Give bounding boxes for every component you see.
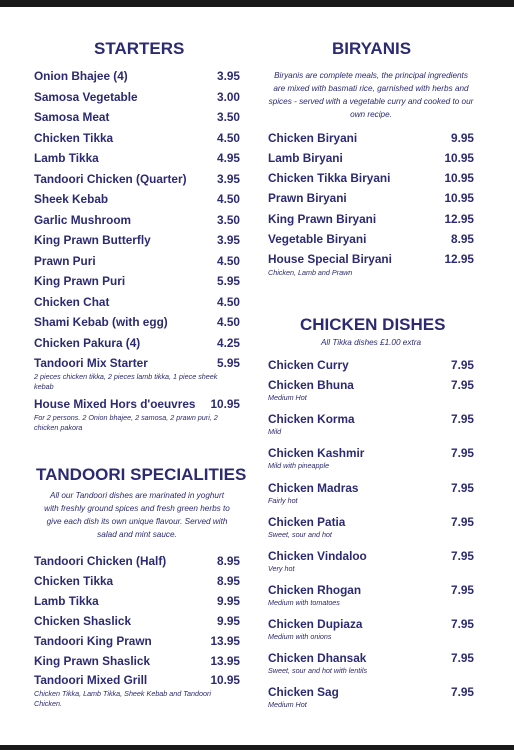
item-price: 4.95 <box>217 151 240 165</box>
item-description: Mild with pineapple <box>268 461 330 470</box>
item-description: Sweet, sour and hot with lentils <box>268 666 368 675</box>
item-price: 7.95 <box>451 651 474 665</box>
item-name: Garlic Mushroom <box>34 213 132 227</box>
item-price: 7.95 <box>451 378 474 392</box>
item-name: King Prawn Puri <box>34 274 126 288</box>
chicken-title: CHICKEN DISHES <box>300 315 446 334</box>
item-price: 3.50 <box>217 110 240 124</box>
menu-item <box>34 594 240 612</box>
item-description: Fairly hot <box>268 496 298 505</box>
item-price: 4.50 <box>217 192 240 206</box>
item-price: 9.95 <box>217 594 240 608</box>
menu-item <box>34 634 240 652</box>
menu-item <box>268 191 474 209</box>
menu-item <box>34 315 240 333</box>
item-description: Medium with onions <box>268 632 332 641</box>
item-name: Chicken Dupiaza <box>268 617 363 631</box>
item-name: Chicken Korma <box>268 412 355 426</box>
item-name: House Mixed Hors d'oeuvres <box>34 397 196 411</box>
menu-item <box>34 274 240 292</box>
item-price: 4.50 <box>217 295 240 309</box>
item-name: Lamb Tikka <box>34 594 99 608</box>
item-name: King Prawn Biryani <box>268 212 377 226</box>
menu-item <box>34 172 240 190</box>
item-name: Chicken Madras <box>268 481 359 495</box>
item-name: Chicken Shaslick <box>34 614 132 628</box>
item-name: Chicken Tikka <box>34 574 114 588</box>
menu-item <box>34 90 240 108</box>
menu-item <box>34 295 240 313</box>
item-price: 10.95 <box>210 397 240 411</box>
item-name: Chicken Vindaloo <box>268 549 367 563</box>
item-name: Chicken Chat <box>34 295 110 309</box>
tandoori-note: All our Tandoori dishes are marinated in yoghurt with freshly ground spices and fresh green herbs to give each dish its own unique flavour. Served with salad and mint sauce. <box>44 491 230 539</box>
item-name: Samosa Meat <box>34 110 110 124</box>
item-price: 7.95 <box>451 617 474 631</box>
item-name: Tandoori Mixed Grill <box>34 673 148 687</box>
item-description: Very hot <box>268 564 295 573</box>
item-price: 3.95 <box>217 233 240 247</box>
item-description: Mild <box>268 427 282 436</box>
item-name: Chicken Sag <box>268 685 339 699</box>
item-name: House Special Biryani <box>268 252 392 266</box>
chicken-note: All Tikka dishes £1.00 extra <box>320 338 422 347</box>
item-name: Chicken Tikka <box>34 131 114 145</box>
item-price: 8.95 <box>217 574 240 588</box>
item-name: Chicken Biryani <box>268 131 358 145</box>
menu-item <box>268 171 474 189</box>
item-price: 3.50 <box>217 213 240 227</box>
biryanis-title: BIRYANIS <box>332 39 412 58</box>
menu-item <box>268 232 474 250</box>
item-name: Chicken Tikka Biryani <box>268 171 391 185</box>
item-description: Chicken, Lamb and Prawn <box>268 268 353 277</box>
item-price: 12.95 <box>444 252 474 266</box>
item-description: Medium with tomatoes <box>268 598 340 607</box>
menu-item <box>34 69 240 87</box>
item-description: For 2 persons. 2 Onion bhajee, 2 samosa, 2 prawn puri, 2 chicken pakora <box>34 413 218 432</box>
item-name: Shami Kebab (with egg) <box>34 315 168 329</box>
item-name: Lamb Biryani <box>268 151 343 165</box>
item-name: Tandoori Chicken (Quarter) <box>34 172 187 186</box>
item-price: 7.95 <box>451 481 474 495</box>
item-price: 4.50 <box>217 131 240 145</box>
item-price: 7.95 <box>451 549 474 563</box>
item-price: 4.50 <box>217 254 240 268</box>
item-description: Medium Hot <box>268 393 307 402</box>
item-price: 7.95 <box>451 685 474 699</box>
item-name: Chicken Rhogan <box>268 583 362 597</box>
menu-item <box>34 554 240 572</box>
item-name: Chicken Kashmir <box>268 446 365 460</box>
tandoori-title: TANDOORI SPECIALITIES <box>36 465 247 484</box>
item-name: Lamb Tikka <box>34 151 99 165</box>
item-name: Prawn Biryani <box>268 191 347 205</box>
item-price: 13.95 <box>210 654 240 668</box>
item-price: 3.95 <box>217 69 240 83</box>
item-name: Chicken Bhuna <box>268 378 354 392</box>
item-price: 3.00 <box>217 90 240 104</box>
menu-item <box>34 213 240 231</box>
item-description: Chicken Tikka, Lamb Tikka, Sheek Kebab and Tandoori Chicken. <box>34 689 211 708</box>
item-price: 9.95 <box>451 131 474 145</box>
menu-item <box>34 336 240 354</box>
item-name: King Prawn Butterfly <box>34 233 151 247</box>
item-price: 12.95 <box>444 212 474 226</box>
item-price: 7.95 <box>451 515 474 529</box>
menu-item <box>268 151 474 169</box>
item-price: 7.95 <box>451 583 474 597</box>
item-price: 8.95 <box>217 554 240 568</box>
item-name: Chicken Curry <box>268 358 349 372</box>
item-price: 4.25 <box>217 336 240 350</box>
item-price: 8.95 <box>451 232 474 246</box>
item-name: Prawn Puri <box>34 254 96 268</box>
item-name: Chicken Dhansak <box>268 651 367 665</box>
item-name: Tandoori Mix Starter <box>34 356 148 370</box>
item-description: Medium Hot <box>268 700 307 709</box>
item-name: Sheek Kebab <box>34 192 109 206</box>
menu-page <box>0 7 514 745</box>
item-name: Chicken Patia <box>268 515 346 529</box>
item-description: Sweet, sour and hot <box>268 530 332 539</box>
item-price: 4.50 <box>217 315 240 329</box>
item-name: Vegetable Biryani <box>268 232 367 246</box>
item-price: 10.95 <box>444 151 474 165</box>
menu-item <box>34 574 240 592</box>
item-description: 2 pieces chicken tikka, 2 pieces lamb tikka, 1 piece sheek kebab <box>34 372 218 391</box>
item-name: Tandoori King Prawn <box>34 634 152 648</box>
item-price: 7.95 <box>451 446 474 460</box>
item-price: 7.95 <box>451 412 474 426</box>
item-price: 13.95 <box>210 634 240 648</box>
menu-item <box>268 212 474 230</box>
menu-item <box>268 131 474 149</box>
menu-item <box>34 192 240 210</box>
item-price: 10.95 <box>444 171 474 185</box>
menu-item <box>34 614 240 632</box>
menu-item <box>34 131 240 149</box>
item-price: 7.95 <box>451 358 474 372</box>
menu-item <box>34 654 240 672</box>
item-name: King Prawn Shaslick <box>34 654 151 668</box>
menu-item <box>268 358 474 376</box>
item-name: Samosa Vegetable <box>34 90 138 104</box>
item-price: 10.95 <box>210 673 240 687</box>
item-name: Tandoori Chicken (Half) <box>34 554 167 568</box>
item-price: 5.95 <box>217 274 240 288</box>
item-price: 9.95 <box>217 614 240 628</box>
menu-item <box>34 110 240 128</box>
item-price: 5.95 <box>217 356 240 370</box>
menu-item <box>34 233 240 251</box>
biryanis-note: Biryanis are complete meals, the principal ingredients are mixed with basmati rice, garnished with herbs and spices - served with a vegetable curry and cooked to our own recipe. <box>268 71 474 119</box>
item-price: 3.95 <box>217 172 240 186</box>
item-price: 10.95 <box>444 191 474 205</box>
menu-item <box>34 254 240 272</box>
item-name: Chicken Pakura (4) <box>34 336 141 350</box>
menu-item <box>34 151 240 169</box>
item-name: Onion Bhajee (4) <box>34 69 128 83</box>
starters-title: STARTERS <box>94 39 185 58</box>
